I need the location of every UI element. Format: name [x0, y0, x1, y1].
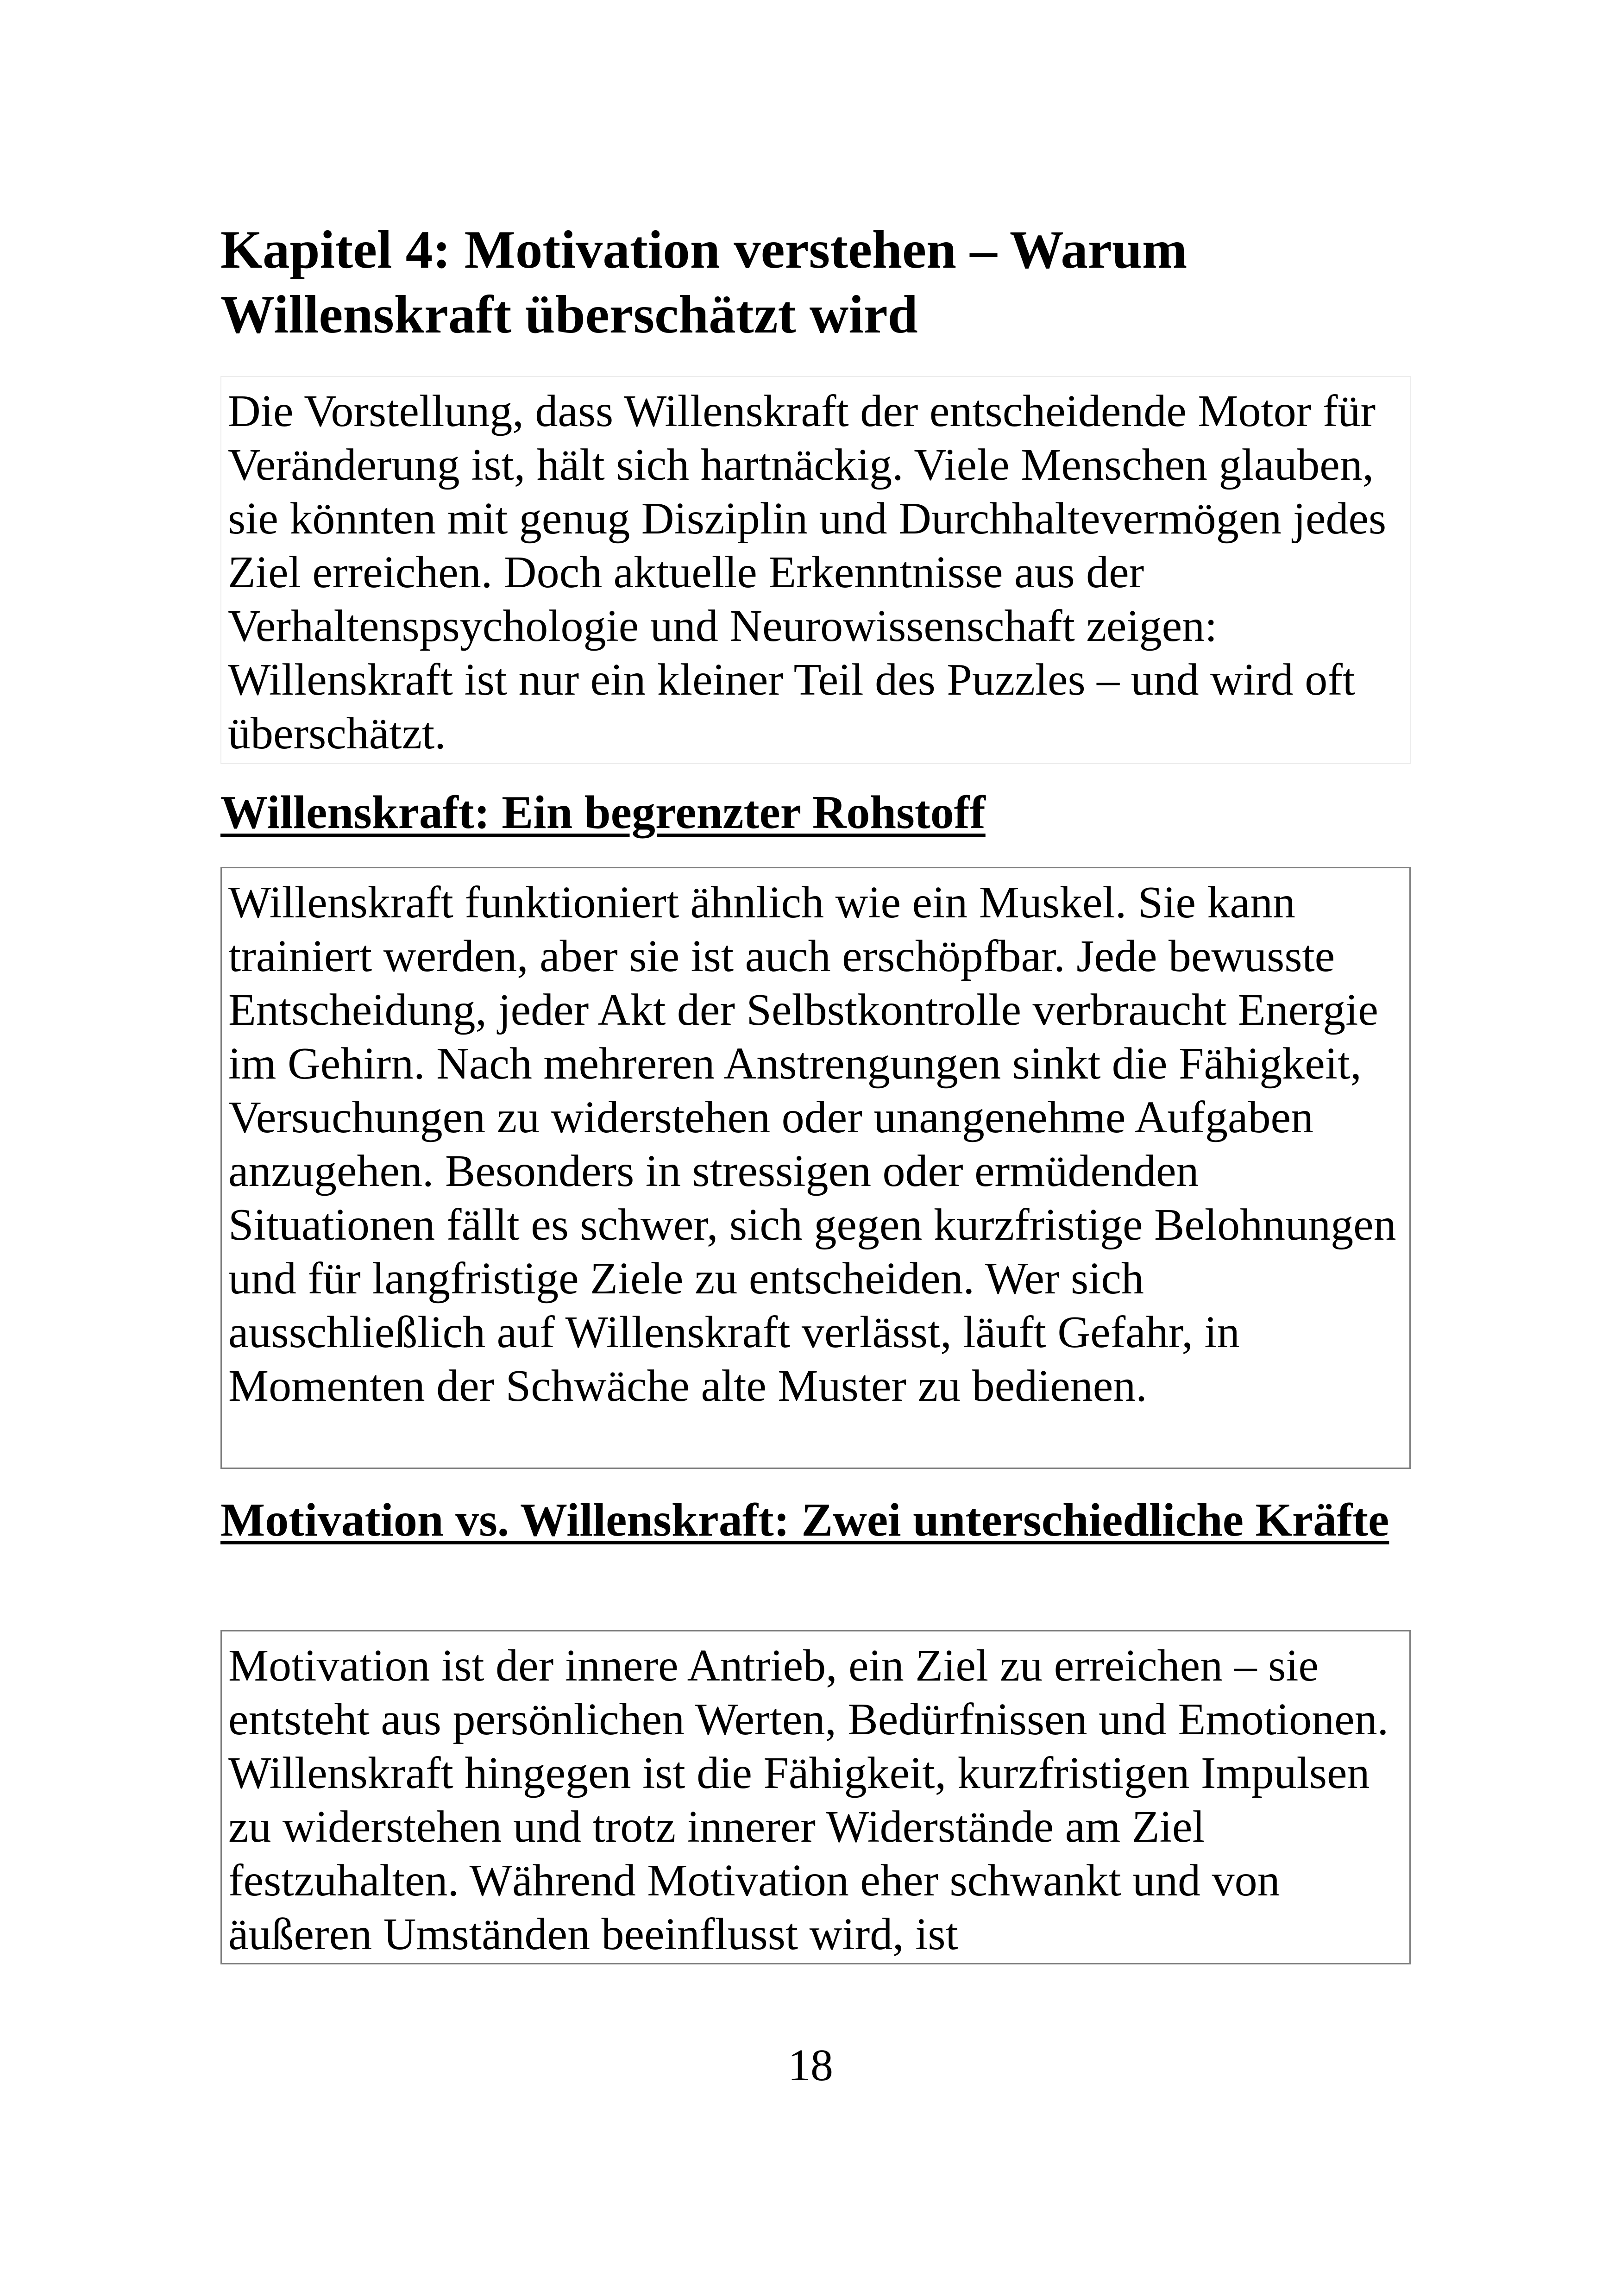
intro-paragraph: Die Vorstellung, dass Willenskraft der entscheidende Motor für Veränderung ist, hält sich hartnäckig. Viele Menschen glauben, sie könnten mit genug Disziplin und Durchhaltevermögen jedes Ziel erreichen. Doch aktuelle Erkenntnisse aus der Verhaltenspsychologie und Neurowissenschaft zeigen: Willenskraft ist nur ein kleiner Teil des Puzzles – und wird oft überschätzt. [220, 376, 1411, 764]
section-heading-willenskraft: Willenskraft: Ein begrenzter Rohstoff [220, 786, 986, 839]
section-heading-motivation-vs-willenskraft: Motivation vs. Willenskraft: Zwei unterschiedliche Kräfte [220, 1494, 1389, 1546]
section-paragraph-willenskraft: Willenskraft funktioniert ähnlich wie ein Muskel. Sie kann trainiert werden, aber sie ist auch erschöpfbar. Jede bewusste Entscheidung, jeder Akt der Selbstkontrolle verbraucht Energie im Gehirn. Nach mehreren Anstrengungen sinkt die Fähigkeit, Versuchungen zu widerstehen oder unangenehme Aufgaben anzugehen. Besonders in stressigen oder ermüdenden Situationen fällt es schwer, sich gegen kurzfristige Belohnungen und für langfristige Ziele zu entscheiden. Wer sich ausschließlich auf Willenskraft verlässt, läuft Gefahr, in Momenten der Schwäche alte Muster zu bedienen. [220, 867, 1411, 1469]
chapter-title: Kapitel 4: Motivation verstehen – Warum Willenskraft überschätzt wird [220, 220, 1187, 345]
page-number: 18 [788, 2040, 833, 2090]
section-paragraph-motivation-vs-willenskraft: Motivation ist der innere Antrieb, ein Ziel zu erreichen – sie entsteht aus persönlichen Werten, Bedürfnissen und Emotionen. Willenskraft hingegen ist die Fähigkeit, kurzfristigen Impulsen zu widerstehen und trotz innerer Widerstände am Ziel festzuhalten. Während Motivation eher schwankt und von äußeren Umständen beeinflusst wird, ist [220, 1630, 1411, 1964]
